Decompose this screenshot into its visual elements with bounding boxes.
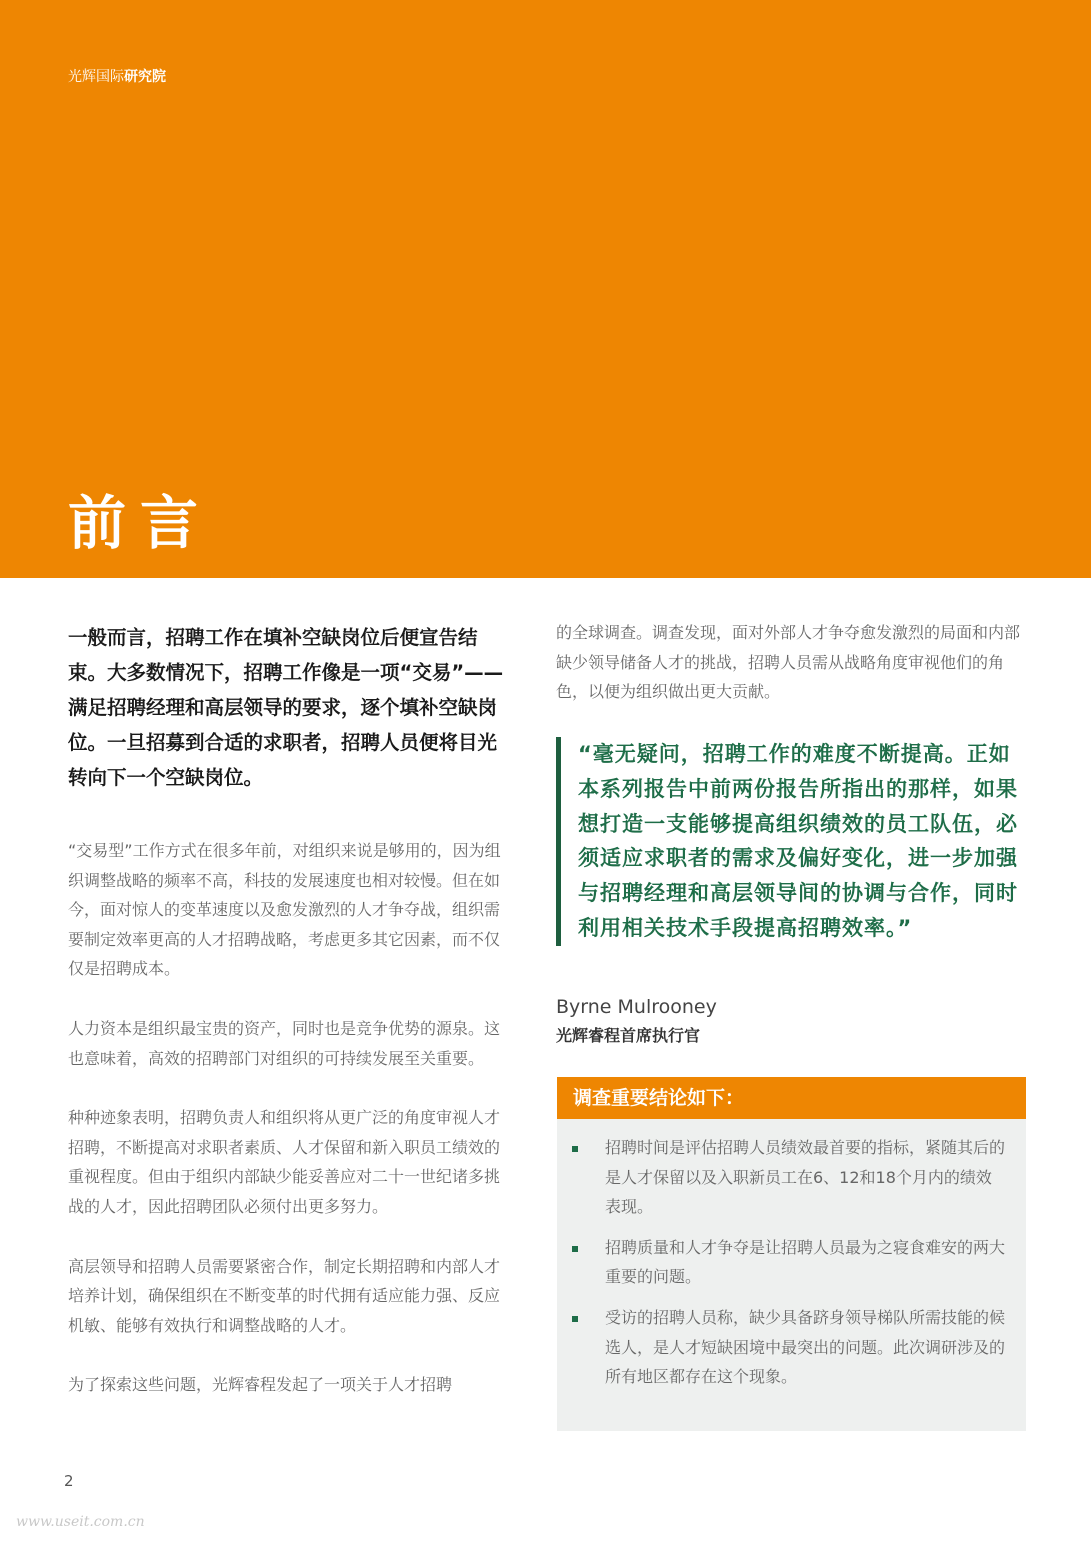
brand-bold: 研究院 — [124, 69, 166, 85]
author-title: 光辉睿程首席执行官 — [556, 1026, 701, 1045]
left-column — [68, 620, 514, 1400]
body-paragraph: 为了探索这些问题，光辉睿程发起了一项关于人才招聘 — [68, 1375, 453, 1395]
body-paragraph: 人力资本是组织最宝贵的资产，同时也是竞争优势的源泉。这也意味着，高效的招聘部门对组织的可持续发展至关重要。 — [68, 1018, 501, 1068]
list-item — [572, 1133, 1006, 1222]
square-bullet-icon — [572, 1146, 578, 1152]
findings-list — [557, 1119, 1026, 1392]
finding-text: 招聘质量和人才争夺是让招聘人员最为之寝食难安的两大重要的问题。 — [605, 1237, 1006, 1287]
page-title: 前言 — [68, 489, 213, 557]
list-item — [572, 1303, 1006, 1392]
body-paragraph: 种种迹象表明，招聘负责人和组织将从更广泛的角度审视人才招聘，不断提高对求职者素质、人才保留和新入职员工绩效的重视程度。但由于组织内部缺少能妥善应对二十一世纪诸多挑战的人才，因此招聘团队必须付出更多努力。 — [68, 1108, 501, 1216]
header-banner — [0, 0, 1091, 578]
finding-text: 招聘时间是评估招聘人员绩效最首要的指标，紧随其后的是人才保留以及入职新员工在6、12和18个月内的绩效表现。 — [605, 1138, 1006, 1217]
body-paragraph: 高层领导和招聘人员需要紧密合作，制定长期招聘和内部人才培养计划，确保组织在不断变革的时代拥有适应能力强、反应机敏、能够有效执行和调整战略的人才。 — [68, 1256, 501, 1335]
body-paragraph: “交易型”工作方式在很多年前，对组织来说是够用的，因为组织调整战略的频率不高，科技的发展速度也相对较慢。但在如今，面对惊人的变革速度以及愈发激烈的人才争夺战，组织需要制定效率更高的人才招聘战略，考虑更多其它因素，而不仅仅是招聘成本。 — [68, 841, 501, 979]
watermark: www.useit.com.cn — [16, 1514, 145, 1530]
continued-paragraph: 的全球调查。调查发现，面对外部人才争夺愈发激烈的局面和内部缺少领导储备人才的挑战，招聘人员需从战略角度审视他们的角色，以便为组织做出更大贡献。 — [556, 623, 1021, 702]
pull-quote — [556, 737, 1030, 946]
square-bullet-icon — [572, 1246, 578, 1252]
square-bullet-icon — [572, 1316, 578, 1322]
findings-box — [557, 1077, 1026, 1431]
page-number: 2 — [64, 1472, 74, 1490]
findings-heading: 调查重要结论如下： — [557, 1077, 1026, 1119]
right-column-text — [556, 618, 1026, 707]
lead-paragraph: 一般而言，招聘工作在填补空缺岗位后便宣告结束。大多数情况下，招聘工作像是一项“交易”——满足招聘经理和高层领导的要求，逐个填补空缺岗位。一旦招募到合适的求职者，招聘人员便将目光转向下一个空缺岗位。 — [68, 626, 504, 789]
author-name: Byrne Mulrooney — [556, 996, 717, 1018]
brand-label — [68, 66, 166, 86]
quote-text: “毫无疑问，招聘工作的难度不断提高。正如本系列报告中前两份报告所指出的那样，如果想打造一支能够提高组织绩效的员工队伍，必须适应求职者的需求及偏好变化，进一步加强与招聘经理和高层领导间的协调与合作，同时利用相关技术手段提高招聘效率。” — [578, 742, 1018, 940]
finding-text: 受访的招聘人员称，缺少具备跻身领导梯队所需技能的候选人，是人才短缺困境中最突出的问题。此次调研涉及的所有地区都存在这个现象。 — [605, 1307, 1006, 1387]
list-item — [572, 1233, 1006, 1292]
quote-attribution — [556, 992, 717, 1050]
brand-regular: 光辉国际 — [68, 69, 124, 85]
